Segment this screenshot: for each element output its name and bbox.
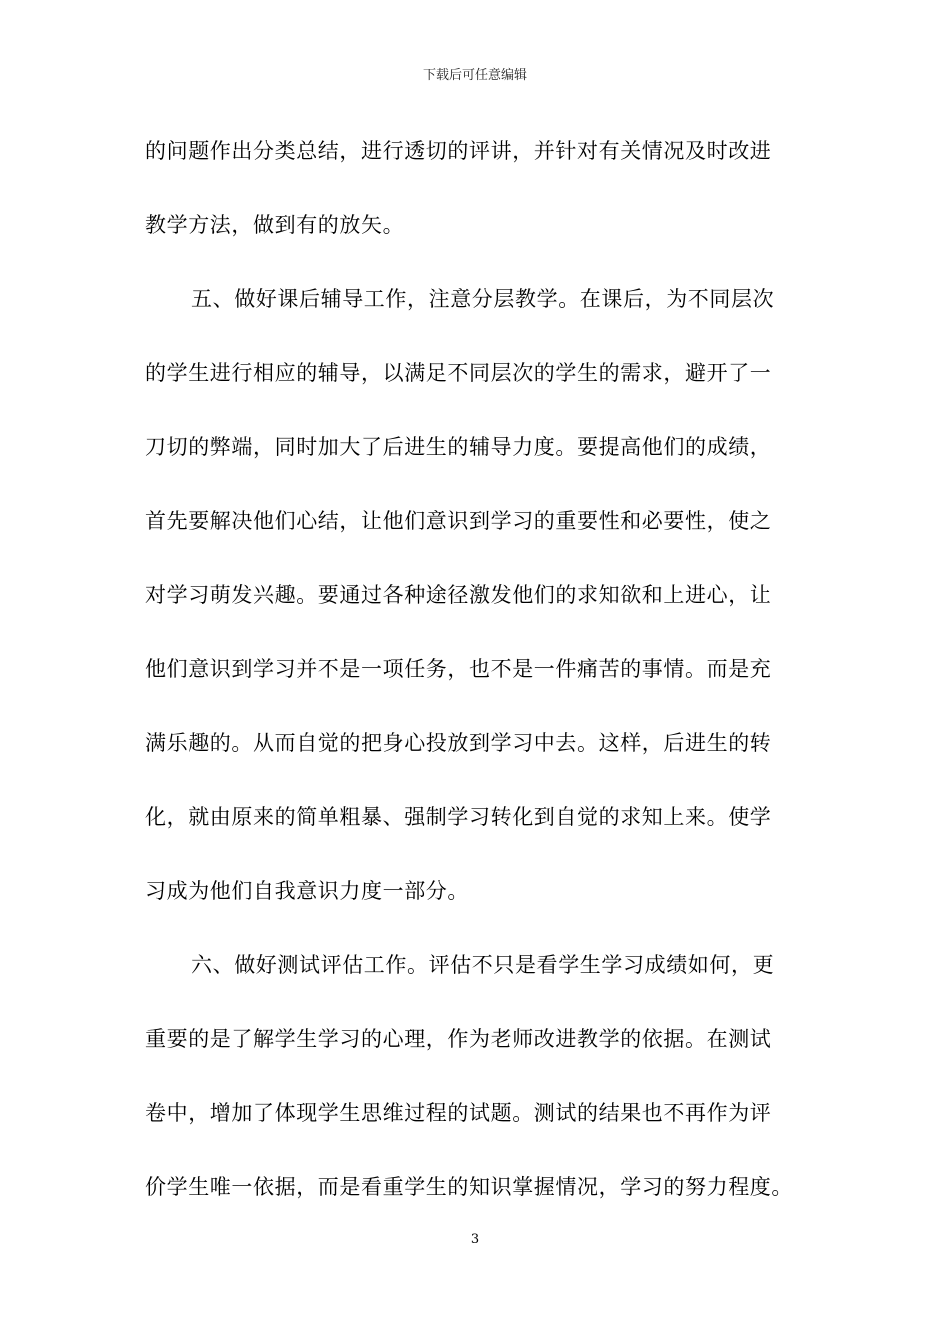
text-line: 刀切的弊端，同时加大了后进生的辅导力度。要提高他们的成绩，	[145, 435, 772, 459]
text-line: 的问题作出分类总结，进行透切的评讲，并针对有关情况及时改进	[145, 139, 772, 163]
paragraph-heading-line: 六、做好测试评估工作。评估不只是看学生学习成绩如何，更	[191, 953, 775, 977]
text-line: 教学方法，做到有的放矢。	[145, 213, 405, 237]
text-line: 的学生进行相应的辅导，以满足不同层次的学生的需求，避开了一	[145, 361, 772, 385]
text-line: 习成为他们自我意识力度一部分。	[145, 879, 469, 903]
text-line: 首先要解决他们心结，让他们意识到学习的重要性和必要性，使之	[145, 509, 772, 533]
page-number: 3	[470, 1232, 480, 1247]
text-line: 他们意识到学习并不是一项任务，也不是一件痛苦的事情。而是充	[145, 657, 772, 681]
text-line: 价学生唯一依据，而是看重学生的知识掌握情况，学习的努力程度。	[145, 1175, 793, 1199]
text-line: 卷中，增加了体现学生思维过程的试题。测试的结果也不再作为评	[145, 1101, 772, 1125]
page-header: 下载后可任意编辑	[422, 68, 527, 83]
text-line: 满乐趣的。从而自觉的把身心投放到学习中去。这样，后进生的转	[145, 731, 772, 755]
paragraph-heading-line: 五、做好课后辅导工作，注意分层教学。在课后，为不同层次	[191, 287, 775, 311]
text-line: 化，就由原来的简单粗暴、强制学习转化到自觉的求知上来。使学	[145, 805, 772, 829]
text-line: 对学习萌发兴趣。要通过各种途径激发他们的求知欲和上进心，让	[145, 583, 772, 607]
text-line: 重要的是了解学生学习的心理，作为老师改进教学的依据。在测试	[145, 1027, 772, 1051]
